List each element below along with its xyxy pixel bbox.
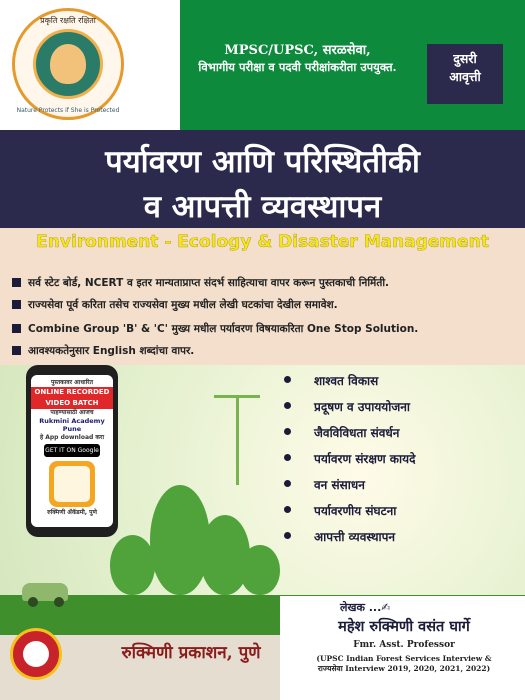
topic-text: शाश्वत विकास [314,374,379,388]
feature-item [12,322,418,336]
topic-text: प्रदूषण व उपाययोजना [314,400,411,414]
square-bullet-icon [12,278,21,287]
topic-text: आपत्ती व्यवस्थापन [314,530,396,544]
topic-text: पर्यावरणीय संघटना [314,504,397,518]
square-bullet-icon [12,346,21,355]
feature-text: आवश्यकतेनुसार English शब्दांचा वापर. [28,345,195,357]
credentials-line-2: राज्यसेवा Interview 2019, 2020, 2021, 2022) [317,663,491,673]
bullet-dot-icon [284,480,291,487]
logo-motto: प्रकृति रक्षति रक्षिता [40,16,96,25]
bullet-dot-icon [284,506,291,513]
promo-line-5: Rukmini Academy Pune [39,416,105,434]
nature-emblem-logo [12,8,124,120]
topic-item [284,372,484,398]
author-prefix: लेखक ...✍ [340,601,391,614]
bullet-dot-icon [284,402,291,409]
bullet-dot-icon [284,376,291,383]
topic-item [284,450,484,476]
author-name: महेश रुक्मिणी वसंत घार्गे [338,618,470,635]
logo-caption: Nature Protects if She is Protected [16,107,120,114]
topics-list [284,372,484,554]
feature-item [12,344,194,358]
credentials-line-1: (UPSC Indian Forest Services Interview & [316,654,492,663]
academy-app-icon[interactable] [49,461,95,507]
feature-text: सर्व स्टेट बोर्ड, NCERT व इतर मान्यताप्राप्त संदर्भ साहित्याचा वापर करून पुस्तकाची निर्मिती. [28,277,390,289]
topic-item [284,502,484,528]
title-line-2: व आपत्ती व्यवस्थापन [143,189,382,225]
publisher-logo [10,628,62,680]
logo-emblem [33,29,103,99]
topic-item [284,528,484,554]
promo-line-2: ONLINE RECORDED [31,387,113,398]
tree-illustration [240,545,280,595]
author-designation: Fmr. Asst. Professor [353,640,455,650]
wheel-icon [28,597,38,607]
square-bullet-icon [12,300,21,309]
phone-promo [26,365,118,537]
author-credentials [285,654,523,674]
bullet-dot-icon [284,454,291,461]
feature-item [12,298,338,312]
title-line-1: पर्यावरण आणि परिस्थितीकी [105,144,420,180]
tree-illustration [110,535,155,595]
phone-screen [31,375,113,527]
topic-item [284,424,484,450]
google-play-badge[interactable]: GET IT ON Google [44,444,100,457]
feature-text: राज्यसेवा पूर्व करिता तसेच राज्यसेवा मुख्य मधील लेखी घटकांचा देखील समावेश. [28,299,338,311]
tagline-line-1: MPSC/UPSC, सरळसेवा, [224,43,371,58]
hand-icon [50,44,86,84]
promo-line-4: पाहण्यासाठी आजच [50,408,94,416]
edition-line-2: आवृत्ती [449,69,481,85]
wheel-icon [54,597,64,607]
book-icon [23,641,49,667]
publisher-name: रुक्मिणी प्रकाशन, पुणे [121,643,261,663]
tagline-line-2: विभागीय परीक्षा व पदवी परीक्षांकरीता उपयुक्त. [198,59,397,74]
bullet-dot-icon [284,532,291,539]
topic-item [284,398,484,424]
feature-item [12,276,389,290]
square-bullet-icon [12,324,21,333]
wind-turbine-icon [236,395,239,485]
turbine-blade [214,395,260,398]
promo-line-6: हे App download करा [39,433,105,441]
app-icon-face [54,466,90,502]
exam-tagline [180,42,415,75]
feature-text: Combine Group 'B' & 'C' मुख्य मधील पर्यावरण विषयाकरिता One Stop Solution. [28,323,419,335]
topic-text: पर्यावरण संरक्षण कायदे [314,452,416,466]
topic-text: जैवविविधता संवर्धन [314,426,400,440]
topic-text: वन संसाधन [314,478,365,492]
promo-line-3: VIDEO BATCH [31,398,113,409]
app-label: रुक्मिणी ॲकॅडमी, पुणे [47,509,97,517]
promo-line-1: पुस्तकावर आधारित [50,379,93,386]
edition-badge [427,44,503,104]
english-title: Environment - Ecology & Disaster Management [36,232,489,252]
edition-line-1: दुसरी [453,51,477,66]
bullet-dot-icon [284,428,291,435]
topic-item [284,476,484,502]
